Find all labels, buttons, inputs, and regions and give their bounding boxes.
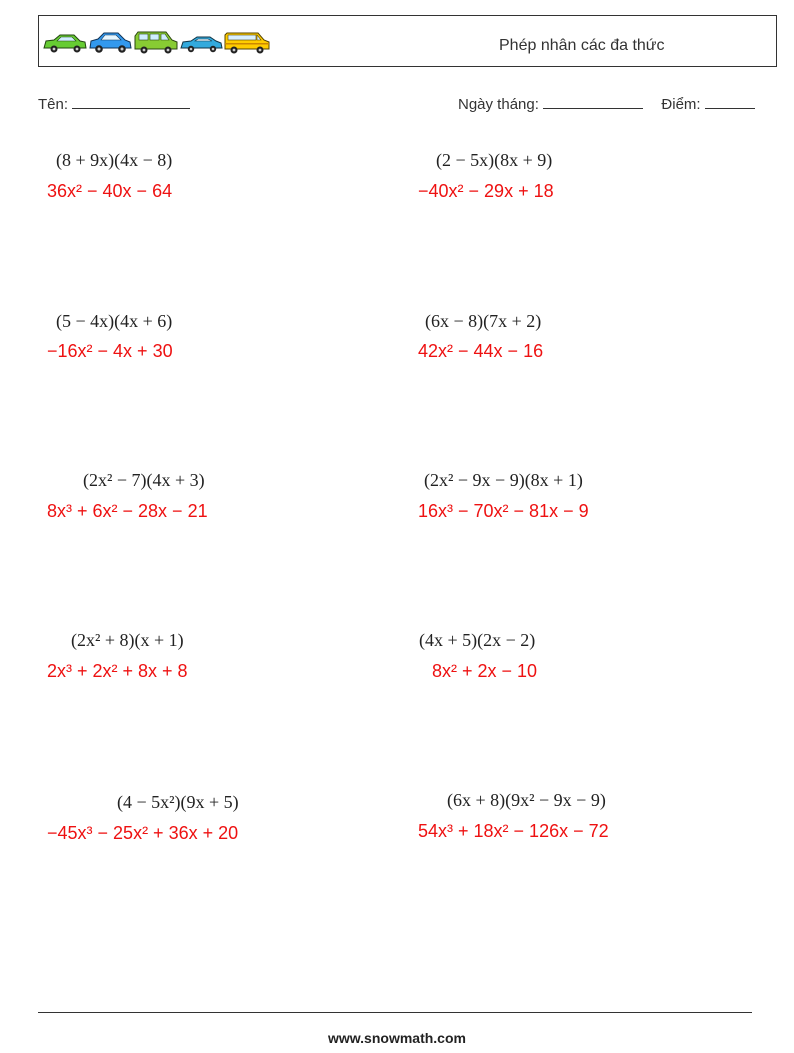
problem-answer: 42x² − 44x − 16	[418, 341, 544, 361]
date-blank[interactable]	[543, 94, 643, 109]
problem-answer: 16x³ − 70x² − 81x − 9	[418, 501, 589, 521]
minivan-icon	[135, 32, 177, 54]
header-box	[38, 15, 777, 67]
problem-answer: 36x² − 40x − 64	[47, 181, 173, 201]
problem-expression: (5 − 4x)(4x + 6)	[56, 311, 173, 331]
problem-answer: 54x³ + 18x² − 126x − 72	[418, 821, 609, 841]
date-score-fields	[458, 94, 755, 113]
problem-answer: 2x³ + 2x² + 8x + 8	[47, 661, 188, 681]
worksheet-title: Phép nhân các đa thức	[499, 37, 665, 54]
problem-expression: (6x + 8)(9x² − 9x − 9)	[447, 790, 606, 810]
date-label: Ngày tháng:	[458, 96, 539, 113]
footer-url[interactable]: www.snowmath.com	[328, 1030, 466, 1046]
problem-expression: (2x² − 9x − 9)(8x + 1)	[424, 470, 583, 490]
vehicle-icons	[42, 30, 272, 54]
problem-expression: (4x + 5)(2x − 2)	[419, 630, 536, 650]
footer-divider	[38, 1012, 752, 1013]
problem-answer: −40x² − 29x + 18	[418, 181, 554, 201]
score-label: Điểm:	[661, 96, 701, 113]
car-icon	[181, 37, 222, 52]
problem-answer: −45x³ − 25x² + 36x + 20	[47, 823, 239, 843]
problem-expression: (2 − 5x)(8x + 9)	[436, 150, 553, 170]
problem-expression: (4 − 5x²)(9x + 5)	[117, 792, 239, 812]
van-icon	[225, 33, 269, 54]
name-field	[38, 94, 190, 113]
problem-answer: −16x² − 4x + 30	[47, 341, 173, 361]
name-label: Tên:	[38, 96, 69, 113]
car-icon	[90, 33, 131, 53]
problem-expression: (2x² + 8)(x + 1)	[71, 630, 184, 650]
problem-expression: (6x − 8)(7x + 2)	[425, 311, 542, 331]
car-icon	[44, 35, 86, 53]
problem-expression: (2x² − 7)(4x + 3)	[83, 470, 205, 490]
problem-expression: (8 + 9x)(4x − 8)	[56, 150, 173, 170]
name-blank[interactable]	[72, 94, 190, 109]
score-blank[interactable]	[705, 94, 755, 109]
problem-answer: 8x³ + 6x² − 28x − 21	[47, 501, 208, 521]
problem-answer: 8x² + 2x − 10	[432, 661, 538, 681]
